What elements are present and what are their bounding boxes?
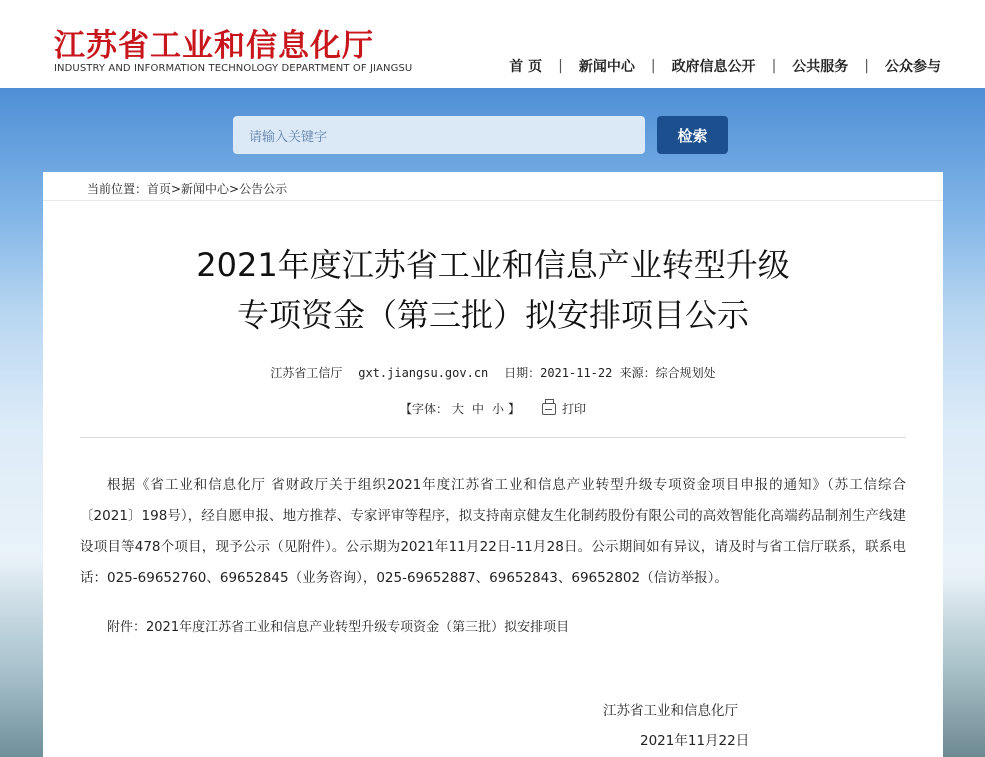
search-input[interactable]: 请输入关键字 [233, 116, 645, 154]
banner-scenery-right [937, 577, 985, 757]
nav-news-center[interactable]: 新闻中心 [578, 59, 635, 75]
breadcrumb[interactable]: 当前位置：首页>新闻中心>公告公示 [87, 182, 288, 196]
print-button[interactable]: 打印 [562, 402, 587, 416]
content-divider [80, 437, 906, 438]
site-logo-english: INDUSTRY AND INFORMATION TECHNOLOGY DEPARTMENT OF JIANGSU [54, 63, 413, 74]
nav-home[interactable]: 首 页 [509, 59, 543, 75]
meta-org: 江苏省工信厅 [270, 366, 343, 380]
article-meta [43, 364, 943, 381]
attachment-link[interactable]: 附件：2021年度江苏省工业和信息产业转型升级专项资金（第三批）拟安排项目 [107, 620, 570, 635]
nav-separator: | [771, 58, 777, 74]
article-title-line2: 专项资金（第三批）拟安排项目公示 [236, 296, 749, 334]
main-nav [509, 56, 941, 76]
meta-site: gxt.jiangsu.gov.cn [358, 366, 489, 380]
site-header [0, 0, 985, 88]
nav-separator: | [864, 58, 869, 74]
printer-icon[interactable] [542, 403, 556, 415]
nav-separator: | [558, 58, 563, 74]
font-size-medium[interactable]: 中 [471, 402, 484, 416]
article-panel [43, 172, 943, 757]
article-tools [43, 400, 943, 417]
meta-date-source: 日期：2021-11-22 来源：综合规划处 [504, 366, 716, 380]
nav-gov-info[interactable]: 政府信息公开 [671, 59, 756, 75]
font-size-end: 】 [508, 402, 521, 416]
font-size-small[interactable]: 小 [492, 402, 505, 416]
font-size-label: 【字体： [399, 402, 448, 416]
nav-separator: | [650, 58, 656, 74]
breadcrumb-divider [43, 200, 943, 201]
site-logo[interactable]: 江苏省工业和信息化厅 [54, 28, 374, 64]
signature-org: 江苏省工业和信息化厅 [603, 703, 738, 719]
article-title-line1: 2021年度江苏省工业和信息产业转型升级 [196, 246, 790, 284]
font-size-large[interactable]: 大 [451, 402, 464, 416]
article-title [43, 240, 943, 340]
signature-date: 2021年11月22日 [640, 733, 750, 749]
nav-public-service[interactable]: 公共服务 [792, 59, 849, 75]
nav-public-participation[interactable]: 公众参与 [885, 59, 941, 75]
search-button[interactable]: 检索 [657, 116, 728, 154]
article-body: 根据《省工业和信息化厅 省财政厅关于组织2021年度江苏省工业和信息产业转型升级专项资金项目申报的通知》（苏工信综合〔2021〕198号），经自愿申报、地方推荐、专家评审等程序，拟支持南京健友生化制药股份有限公司的高效智能化高端药品制剂生产线建设项目等478个项目，现予公示（见附件）。公示期为2021年11月22日-11月28日。公示期间如有异议，请及时与省工信厅联系，联系电话：025-69652760、69652845（业务咨询），025-69652887、69652843、69652802（信访举报）。 [80, 477, 906, 586]
